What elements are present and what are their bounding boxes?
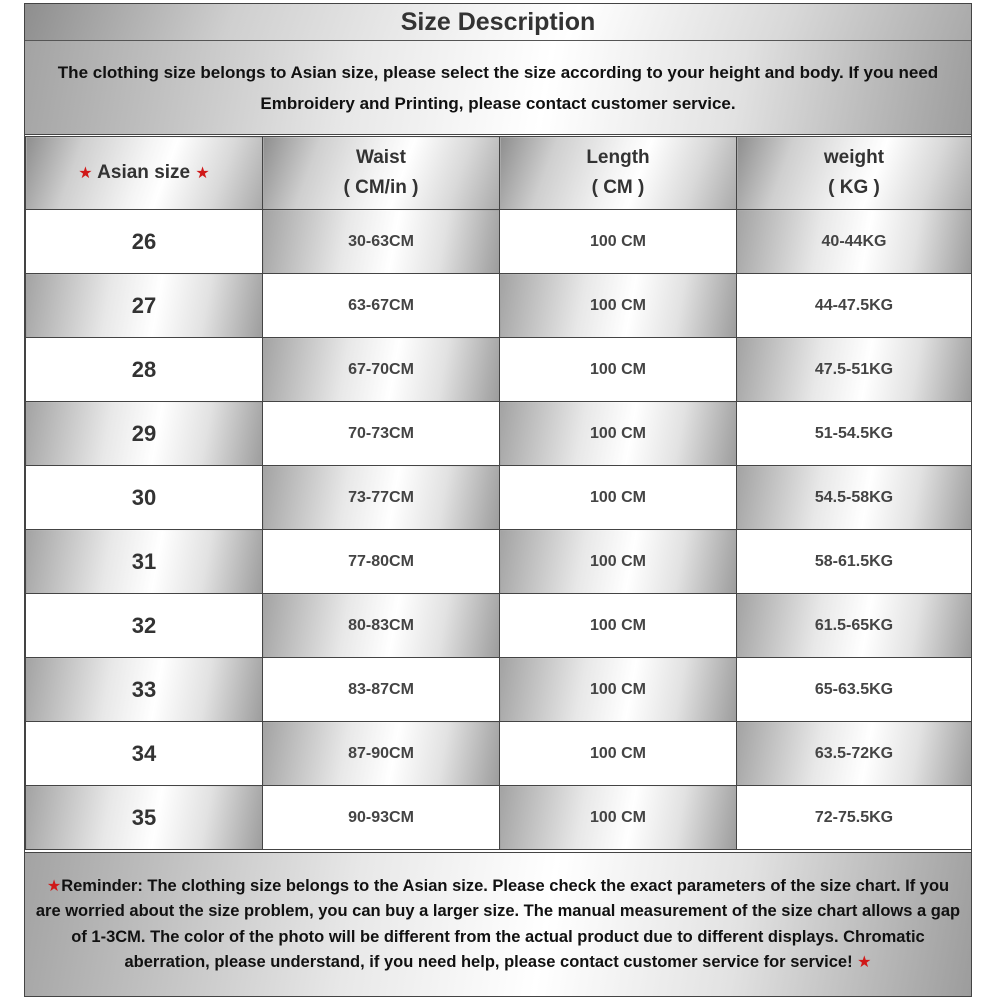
cell-length: 100 CM	[500, 210, 737, 274]
size-table	[25, 136, 972, 850]
cell-waist: 80-83CM	[263, 594, 500, 658]
header-weight	[737, 137, 972, 210]
header-size-label: Asian size	[97, 161, 191, 183]
header-asian-size	[26, 137, 263, 210]
header-waist-label: Waist	[356, 147, 406, 168]
cell-waist: 77-80CM	[263, 530, 500, 594]
star-icon: ★	[857, 954, 872, 971]
cell-length: 100 CM	[500, 530, 737, 594]
cell-size: 35	[26, 786, 263, 850]
cell-waist: 83-87CM	[263, 658, 500, 722]
table-row	[26, 530, 972, 594]
cell-waist: 87-90CM	[263, 722, 500, 786]
cell-weight: 47.5-51KG	[737, 338, 972, 402]
table-row	[26, 466, 972, 530]
cell-size: 31	[26, 530, 263, 594]
cell-waist: 63-67CM	[263, 274, 500, 338]
reminder-body: Reminder: The clothing size belongs to the Asian size. Please check the exact parameters of the size chart. If you are worried about the size problem, you can buy a larger size. The manual measurement of the size chart allows a gap of 1-3CM. The color of the photo will be different from the actual product due to different displays. Chromatic aberration, please understand, if you need help, please contact customer service for service!	[35, 876, 961, 971]
header-length	[500, 137, 737, 210]
cell-length: 100 CM	[500, 338, 737, 402]
cell-waist: 67-70CM	[263, 338, 500, 402]
cell-waist: 90-93CM	[263, 786, 500, 850]
cell-weight: 63.5-72KG	[737, 722, 972, 786]
table-row	[26, 594, 972, 658]
cell-waist: 70-73CM	[263, 402, 500, 466]
cell-length: 100 CM	[500, 274, 737, 338]
table-row	[26, 786, 972, 850]
cell-length: 100 CM	[500, 466, 737, 530]
cell-weight: 51-54.5KG	[737, 402, 972, 466]
cell-size: 29	[26, 402, 263, 466]
table-row	[26, 402, 972, 466]
page-title: Size Description	[25, 4, 971, 41]
header-weight-label: weight	[823, 147, 885, 168]
cell-weight: 65-63.5KG	[737, 658, 972, 722]
header-length-label: Length	[586, 147, 650, 168]
size-intro-text: The clothing size belongs to Asian size, please select the size according to your height and body. If you need Embroidery and Printing, please contact customer service.	[25, 41, 971, 135]
cell-length: 100 CM	[500, 658, 737, 722]
table-row	[26, 338, 972, 402]
cell-length: 100 CM	[500, 402, 737, 466]
table-row	[26, 722, 972, 786]
cell-waist: 73-77CM	[263, 466, 500, 530]
header-length-unit: ( CM )	[591, 177, 645, 198]
cell-size: 34	[26, 722, 263, 786]
reminder-text	[25, 852, 971, 996]
table-row	[26, 658, 972, 722]
cell-size: 28	[26, 338, 263, 402]
cell-size: 32	[26, 594, 263, 658]
header-waist	[263, 137, 500, 210]
star-icon: ★	[195, 164, 210, 182]
header-waist-unit: ( CM/in )	[343, 177, 419, 198]
cell-weight: 61.5-65KG	[737, 594, 972, 658]
size-chart	[24, 3, 972, 997]
cell-length: 100 CM	[500, 786, 737, 850]
cell-waist: 30-63CM	[263, 210, 500, 274]
cell-length: 100 CM	[500, 594, 737, 658]
cell-weight: 40-44KG	[737, 210, 972, 274]
cell-weight: 44-47.5KG	[737, 274, 972, 338]
cell-size: 26	[26, 210, 263, 274]
cell-size: 33	[26, 658, 263, 722]
table-row	[26, 274, 972, 338]
table-row	[26, 210, 972, 274]
table-header-row	[26, 137, 972, 210]
cell-size: 27	[26, 274, 263, 338]
star-icon: ★	[46, 877, 62, 895]
header-weight-unit: ( KG )	[828, 177, 880, 198]
cell-weight: 58-61.5KG	[737, 530, 972, 594]
star-icon: ★	[78, 164, 93, 182]
cell-size: 30	[26, 466, 263, 530]
cell-length: 100 CM	[500, 722, 737, 786]
cell-weight: 72-75.5KG	[737, 786, 972, 850]
cell-weight: 54.5-58KG	[737, 466, 972, 530]
